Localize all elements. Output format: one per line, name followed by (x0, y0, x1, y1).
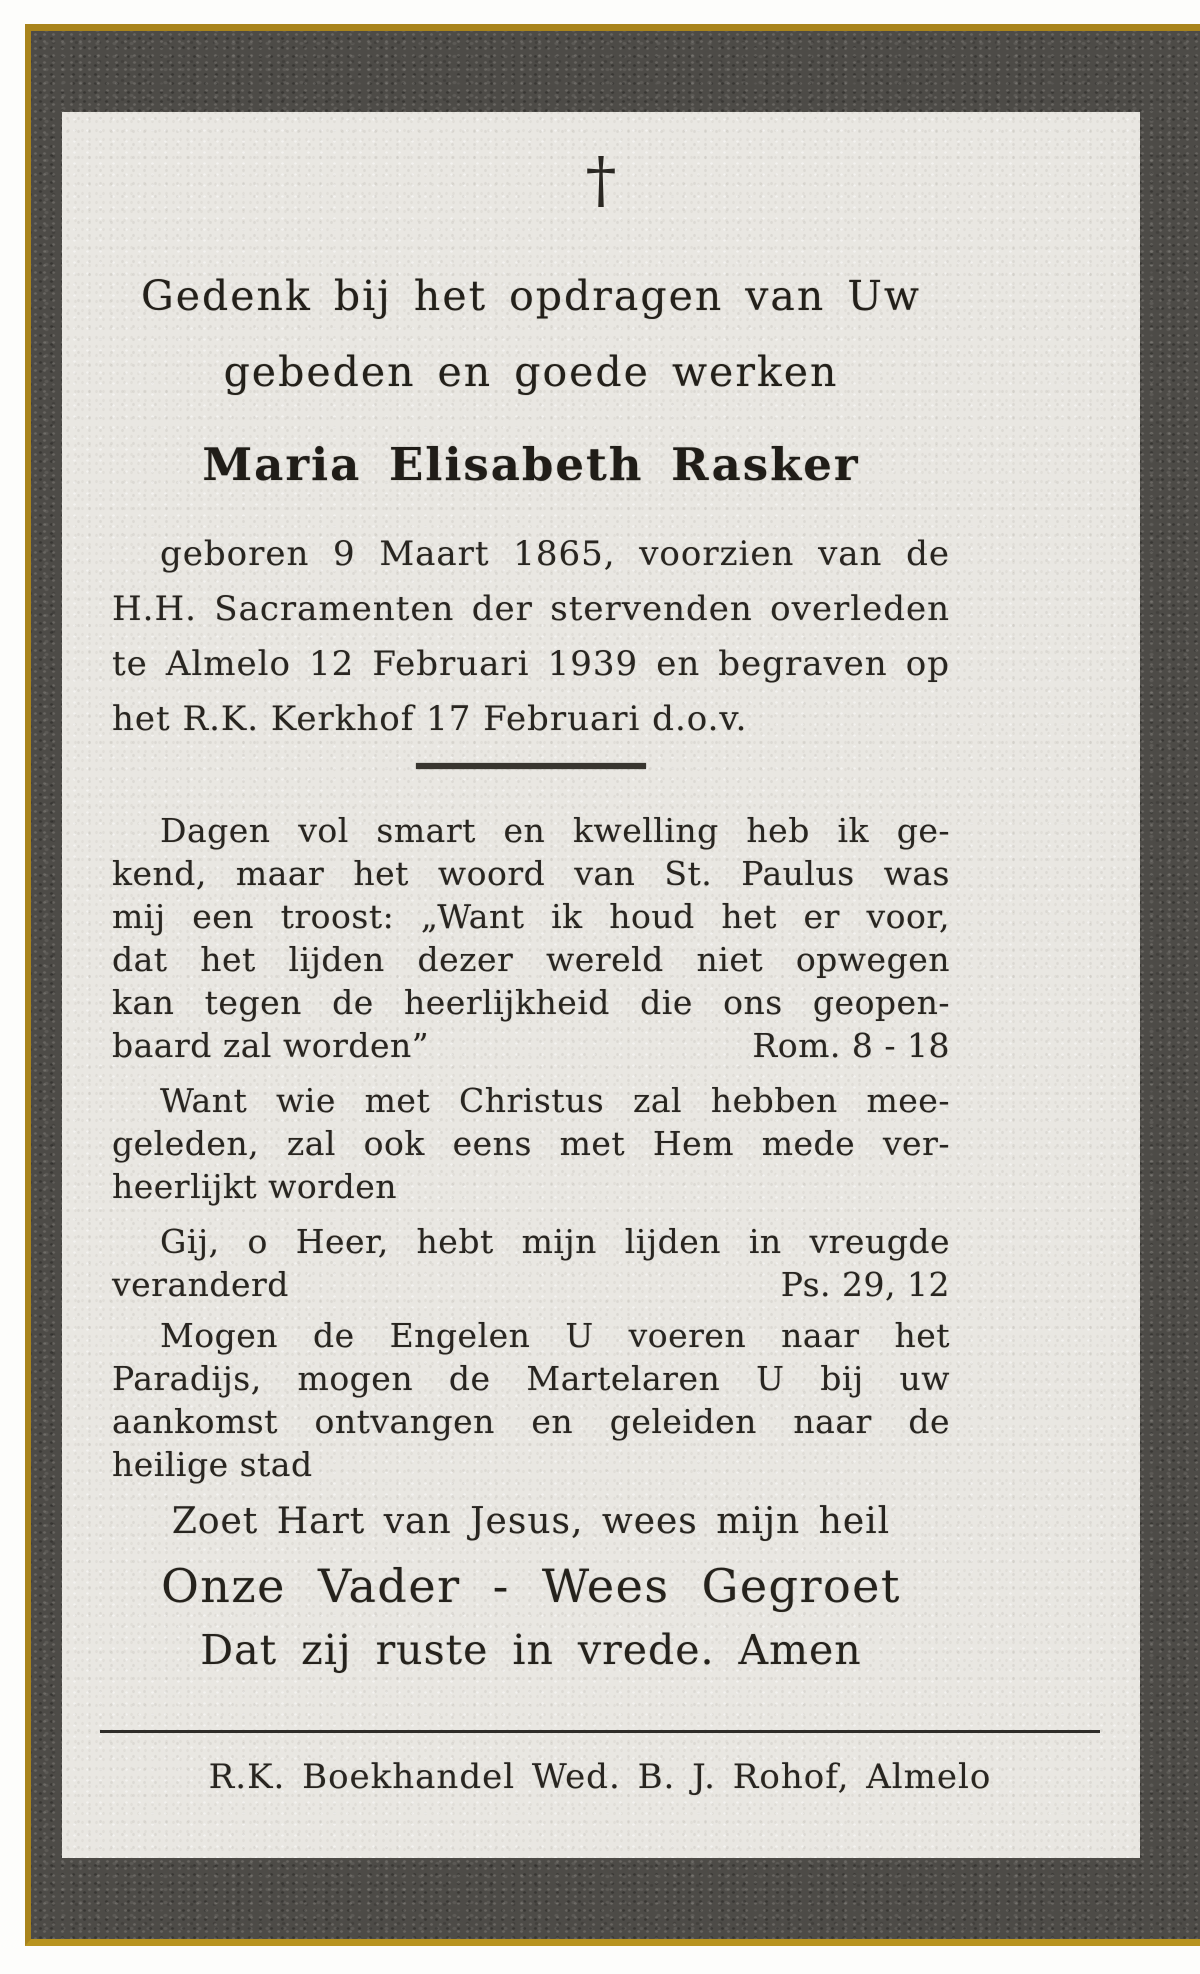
memorial-heading (112, 258, 950, 410)
quote-cite-line (112, 1263, 950, 1306)
quote2-paragraph (112, 1079, 950, 1208)
quote-line: aankomst ontvangen en geleiden naar de (112, 1402, 950, 1441)
vitals-line: te Almelo 12 Februari 1939 en begraven op (112, 644, 950, 684)
quote-line: geleden, zal ook eens met Hem mede ver- (112, 1124, 950, 1163)
quote-line: dat het lijden dezer wereld niet opwegen (112, 940, 950, 979)
quote-line: mij een troost: „Want ik houd het er voor, (112, 897, 950, 936)
quote-cite-line (112, 1024, 950, 1067)
heading-line: Gedenk bij het opdragen van Uw (141, 272, 921, 320)
quote4-paragraph (112, 1314, 950, 1486)
quote-line: Mogen de Engelen U voeren naar het (160, 1316, 950, 1355)
quote-line: veranderd (112, 1265, 289, 1304)
prayer-line-our-father: Onze Vader - Wees Gegroet (161, 1559, 901, 1613)
card-paper (62, 112, 1140, 1858)
prayer-line-sweet-heart: Zoet Hart van Jesus, wees mijn heil (171, 1501, 891, 1542)
section-divider (416, 763, 646, 769)
quote-line: Dagen vol smart en kwelling heb ik ge- (160, 811, 950, 850)
vitals-line: H.H. Sacramenten der stervenden overleden (112, 589, 950, 629)
vitals-paragraph (112, 527, 950, 747)
printer-imprint: R.K. Boekhandel Wed. B. J. Rohof, Almelo (208, 1757, 992, 1797)
quote-line: Want wie met Christus zal hebben mee- (160, 1081, 950, 1120)
footer-rule (100, 1730, 1100, 1733)
prayer-line-amen: Dat zij ruste in vrede. Amen (200, 1626, 862, 1674)
heading-line: gebeden en goede werken (223, 348, 839, 396)
quote3-paragraph (112, 1220, 950, 1306)
quote-line: heilige stad (112, 1445, 313, 1484)
quote-line: baard zal worden” (112, 1026, 430, 1065)
bible-citation: Ps. 29, 12 (780, 1265, 950, 1304)
quote-line: Gij, o Heer, hebt mijn lijden in vreugde (160, 1222, 950, 1261)
quote1-paragraph (112, 809, 950, 1067)
card-frame (25, 24, 1200, 1946)
quote-line: kan tegen de heerlijkheid die ons geopen- (112, 983, 950, 1022)
bible-citation: Rom. 8 - 18 (752, 1026, 950, 1065)
vitals-line: geboren 9 Maart 1865, voorzien van de (160, 534, 950, 574)
deceased-name: Maria Elisabeth Rasker (202, 438, 860, 491)
quote-line: heerlijkt worden (112, 1167, 397, 1206)
text-column (112, 258, 950, 1678)
vitals-line: het R.K. Kerkhof 17 Februari d.o.v. (112, 699, 748, 739)
quote-line: Paradijs, mogen de Martelaren U bij uw (112, 1359, 950, 1398)
quote-line: kend, maar het woord van St. Paulus was (112, 854, 950, 893)
cross-icon: † (585, 143, 617, 216)
